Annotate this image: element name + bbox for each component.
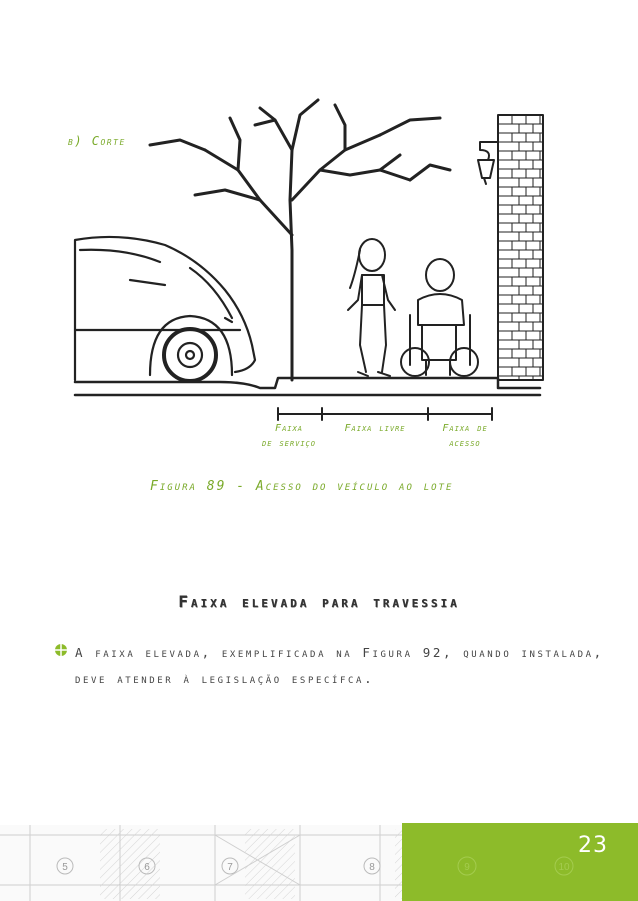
figure-caption: Figura 89 - Acesso do veículo ao lote bbox=[150, 479, 454, 494]
ground-profile bbox=[75, 378, 540, 395]
dimension-label-free: Faixa livre bbox=[344, 423, 406, 434]
dimension-label-service: Faixa de serviço bbox=[262, 423, 316, 449]
plan-number-9: 9 bbox=[464, 862, 470, 873]
wheelchair-user-figure bbox=[401, 259, 478, 376]
dimension-line bbox=[278, 408, 492, 420]
tree-drawing bbox=[150, 100, 450, 380]
green-crosshair-bullet-icon bbox=[53, 642, 69, 658]
page-number: 23 bbox=[578, 833, 608, 858]
car-drawing bbox=[75, 237, 255, 381]
brick-pattern bbox=[498, 115, 543, 380]
plan-number-5: 5 bbox=[62, 862, 68, 873]
plan-number-10: 10 bbox=[558, 862, 570, 873]
plan-number-8: 8 bbox=[369, 862, 375, 873]
woman-figure bbox=[348, 239, 395, 376]
figure-section-label: b) Corte bbox=[68, 134, 126, 148]
plan-number-7: 7 bbox=[227, 862, 233, 873]
section-title: Faixa elevada para travessia bbox=[178, 592, 460, 611]
plan-number-6: 6 bbox=[144, 862, 150, 873]
wall-lamp-drawing bbox=[478, 142, 498, 184]
dimension-label-access: Faixa de acesso bbox=[442, 423, 488, 449]
section-body-text: A faixa elevada, exemplificada na Figura 92, quando instalada, deve atender à legislação específca. bbox=[75, 645, 604, 686]
